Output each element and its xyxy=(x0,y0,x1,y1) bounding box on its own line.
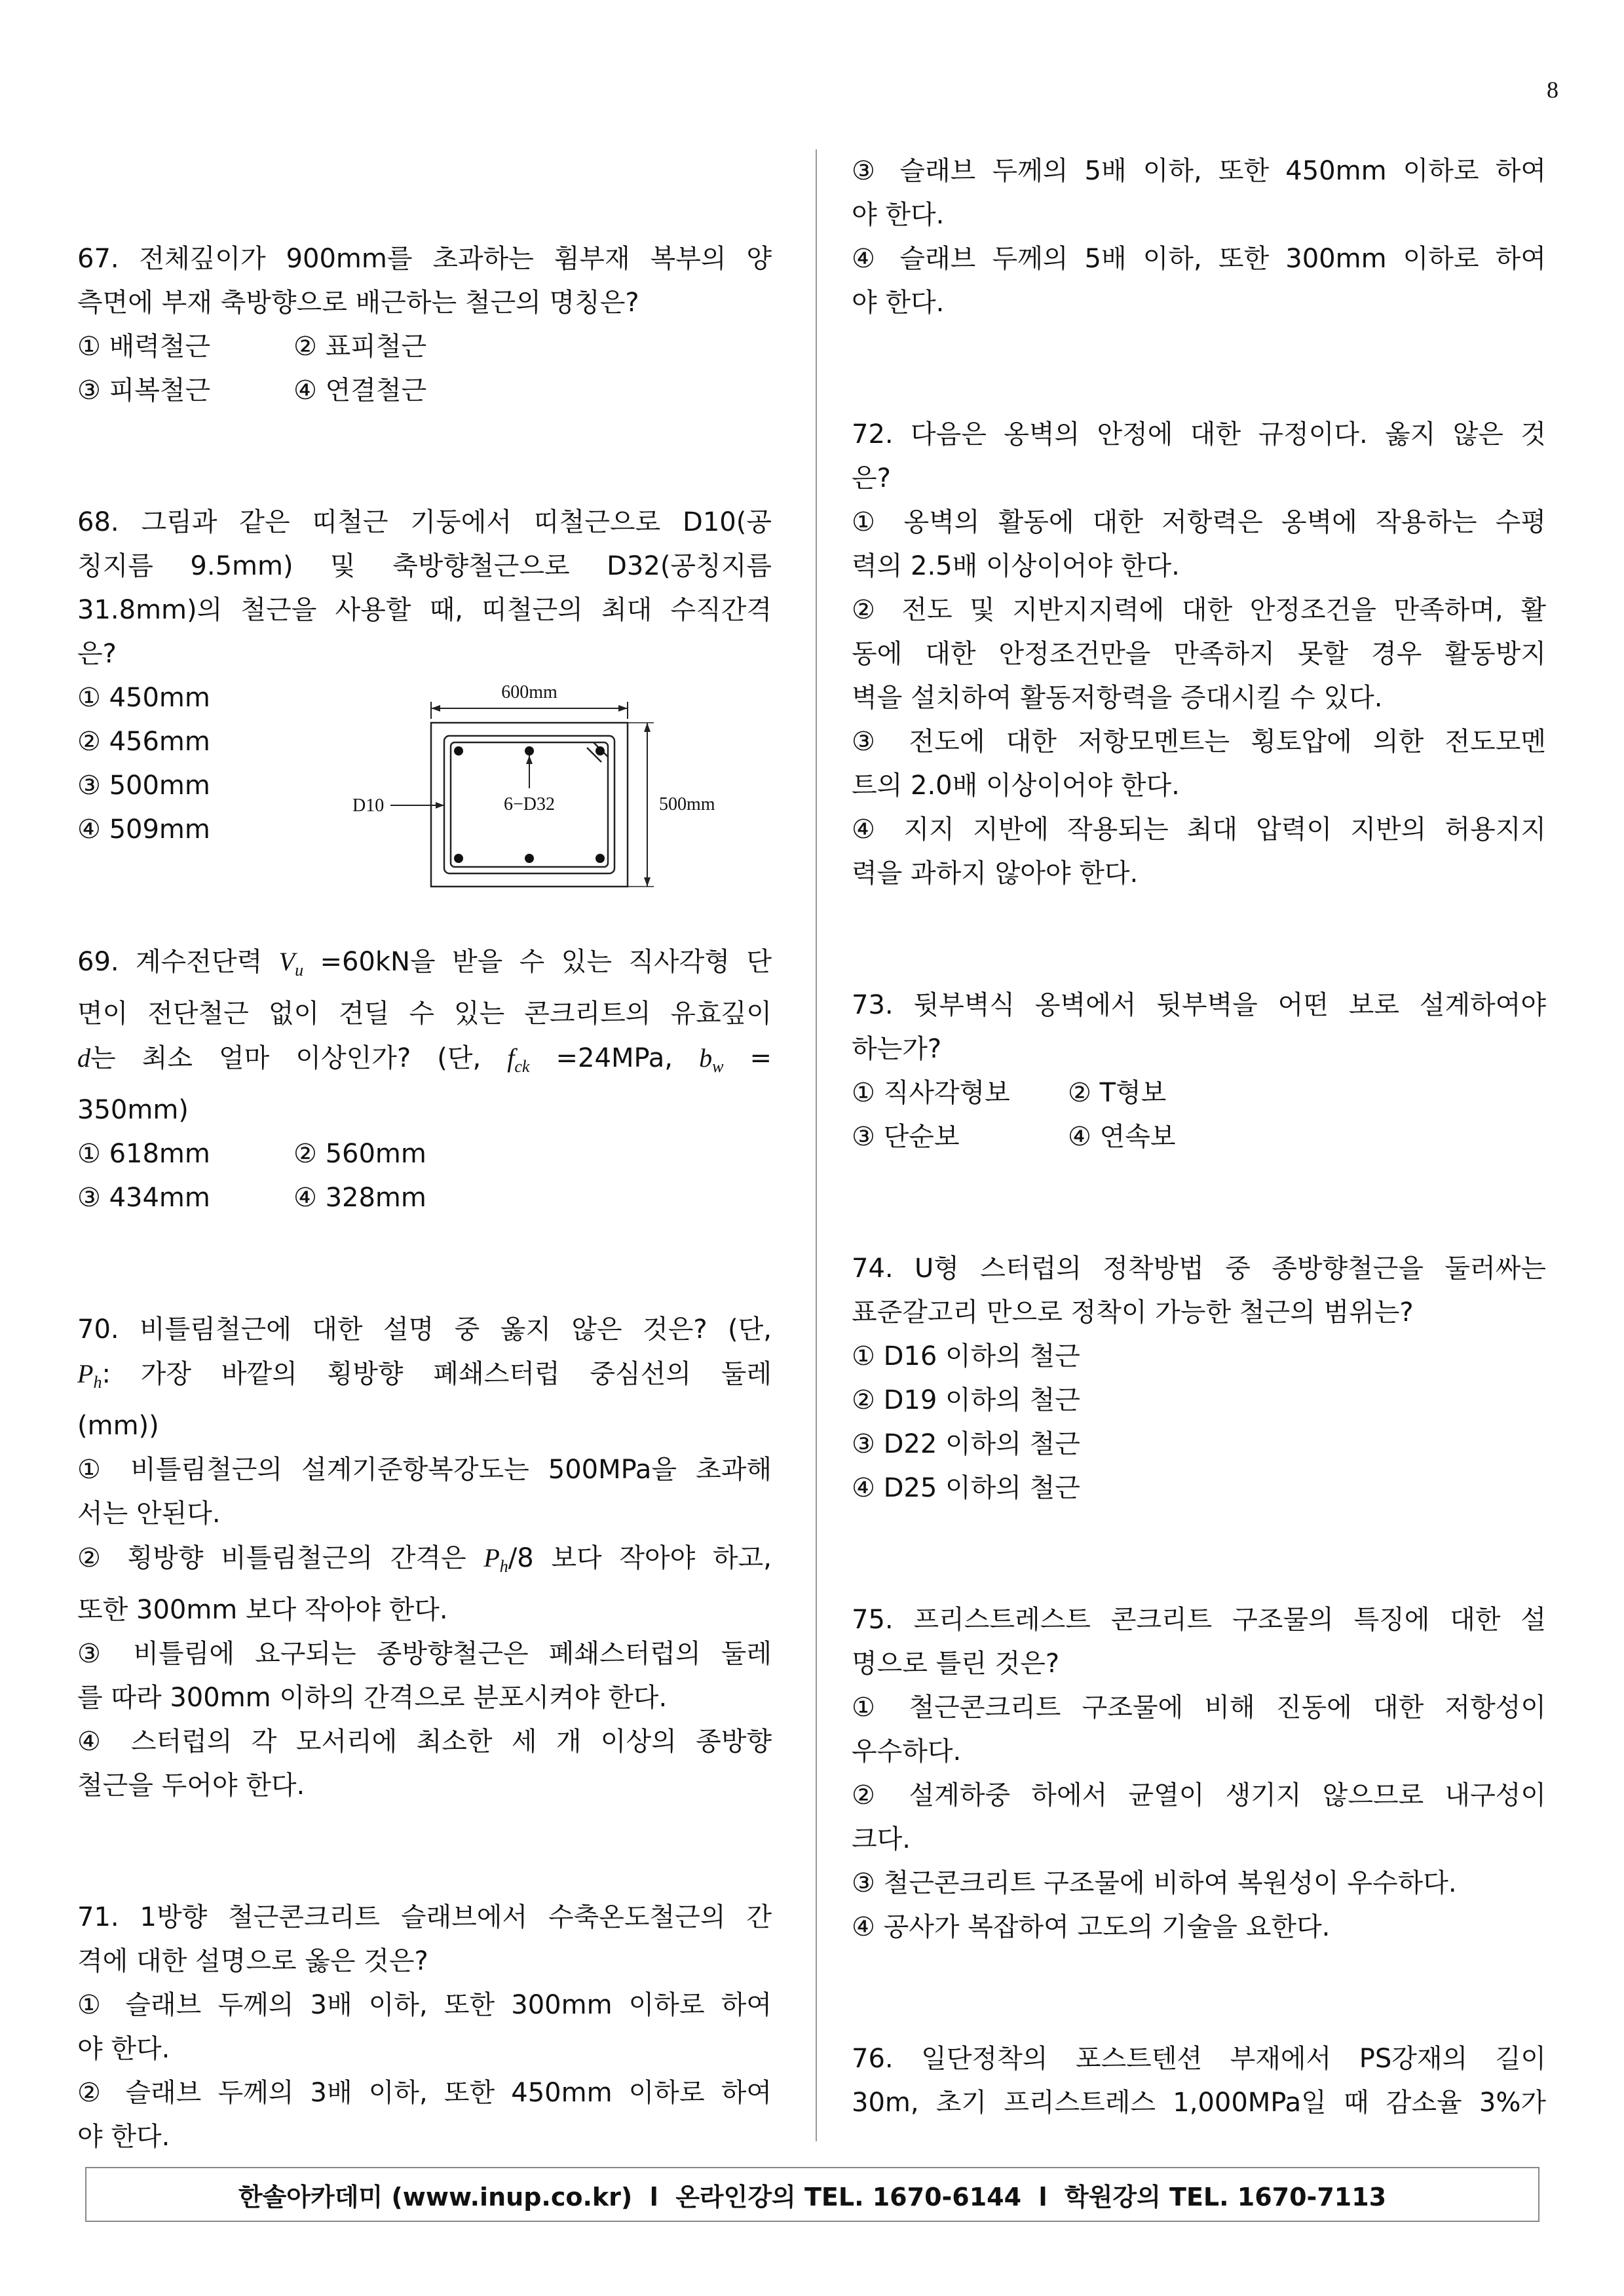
symbol-p: P xyxy=(483,1543,500,1573)
option-1: ① D16 이하의 철근 xyxy=(852,1341,1080,1371)
subscript: w xyxy=(712,1057,724,1076)
option-2: ② 560mm xyxy=(293,1139,426,1169)
option-2: ② 표피철근 xyxy=(293,332,427,362)
text-run: =60kN을 받을 수 있는 직사각형 단 xyxy=(303,947,772,977)
option-2: ② 설계하중 하에서 균열이 생기지 않으므로 내구성이 xyxy=(852,1780,1546,1810)
option-row xyxy=(77,1132,772,1176)
height-label: 500mm xyxy=(659,794,715,814)
question-text xyxy=(77,940,772,992)
question-text: 칭지름 9.5mm) 및 축방향철근으로 D32(공칭지름 xyxy=(77,551,772,581)
question-text: 30m, 초기 프리스트레스 1,000MPa일 때 감소율 3%가 xyxy=(852,2088,1546,2118)
question-text: 76. 일단정착의 포스트텐션 부재에서 PS강재의 길이 xyxy=(852,2044,1546,2074)
option-4-cont: 야 한다. xyxy=(852,288,945,318)
text-run: : 가장 바깥의 횡방향 폐쇄스터럽 중심선의 둘레 xyxy=(102,1359,772,1389)
text-run: = xyxy=(723,1043,772,1073)
arrow-head xyxy=(618,705,628,712)
question-text: (mm)) xyxy=(77,1411,159,1441)
option-2: ② D19 이하의 철근 xyxy=(852,1385,1080,1415)
text-run: 69. 계수전단력 xyxy=(77,947,279,977)
symbol-p: P xyxy=(77,1359,94,1388)
option-2-cont: 또한 300mm 보다 작아야 한다. xyxy=(77,1595,448,1625)
right-column xyxy=(852,149,1546,2125)
option-4: ④ 슬래브 두께의 5배 이하, 또한 300mm 이하로 하여 xyxy=(852,244,1546,274)
option-4: ④ 스터럽의 각 모서리에 최소한 세 개 이상의 종방향 xyxy=(77,1727,772,1757)
option-row xyxy=(852,1115,1546,1159)
option-4: ④ D25 이하의 철근 xyxy=(852,1473,1080,1503)
option-3-cont: 야 한다. xyxy=(852,200,945,230)
question-72 xyxy=(852,413,1546,896)
symbol-v: V xyxy=(278,947,295,976)
column-divider xyxy=(816,149,817,2141)
option-2-cont: 벽을 설치하여 활동저항력을 증대시킬 수 있다. xyxy=(852,683,1383,713)
question-text: 68. 그림과 같은 띠철근 기둥에서 띠철근으로 D10(공 xyxy=(77,507,772,537)
symbol-d: d xyxy=(77,1043,90,1073)
option-1-cont: 서는 안된다. xyxy=(77,1499,221,1529)
option-1: ① 슬래브 두께의 3배 이하, 또한 300mm 이하로 하여 xyxy=(77,1990,772,2020)
question-68 xyxy=(77,501,772,852)
question-text: 73. 뒷부벽식 옹벽에서 뒷부벽을 어떤 보로 설계하여야 xyxy=(852,990,1546,1020)
question-73 xyxy=(852,984,1546,1159)
question-74 xyxy=(852,1247,1546,1510)
option-1-cont: 야 한다. xyxy=(77,2034,170,2064)
question-text: 350mm) xyxy=(77,1095,189,1125)
option-3-cont: 트의 2.0배 이상이어야 한다. xyxy=(852,771,1180,801)
question-text: 측면에 부재 축방향으로 배근하는 철근의 명칭은? xyxy=(77,288,639,318)
option-4: ④ 공사가 복잡하여 고도의 기술을 요한다. xyxy=(852,1912,1331,1942)
arrow-head xyxy=(436,802,444,809)
option-2 xyxy=(77,1536,772,1588)
option-3: ③ 단순보 xyxy=(852,1122,960,1152)
page-number: 8 xyxy=(1547,77,1558,103)
arrow-head xyxy=(431,705,440,712)
option-row xyxy=(77,325,772,369)
width-label: 600mm xyxy=(501,682,557,702)
question-text: 은? xyxy=(852,463,891,493)
arrow-head xyxy=(526,756,533,764)
left-column xyxy=(77,149,772,2159)
option-3: ③ 비틀림에 요구되는 종방향철근은 폐쇄스터럽의 둘레 xyxy=(77,1639,772,1669)
text-run: =24MPa, xyxy=(529,1043,700,1073)
option-3: ③ 피복철근 xyxy=(77,375,211,406)
option-1-cont: 력의 2.5배 이상이어야 한다. xyxy=(852,551,1180,581)
option-4: ④ 지지 지반에 작용되는 최대 압력이 지반의 허용지지 xyxy=(852,814,1546,845)
option-3: ③ 철근콘크리트 구조물에 비하여 복원성이 우수하다. xyxy=(852,1868,1457,1898)
subscript: u xyxy=(295,961,304,980)
option-row xyxy=(852,1071,1546,1115)
option-2: ② 슬래브 두께의 3배 이하, 또한 450mm 이하로 하여 xyxy=(77,2078,772,2108)
tied-column-figure xyxy=(352,677,772,893)
rebar xyxy=(595,854,605,863)
question-text: 은? xyxy=(77,639,117,669)
question-text: 격에 대한 설명으로 옳은 것은? xyxy=(77,1946,428,1976)
option-2-cont: 동에 대한 안정조건만을 만족하지 못할 경우 활동방지 xyxy=(852,639,1546,669)
question-text xyxy=(77,1036,772,1088)
question-69 xyxy=(77,940,772,1220)
option-1: ① 배력철근 xyxy=(77,332,211,362)
option-3: ③ 434mm xyxy=(77,1183,210,1213)
option-1: ① 옹벽의 활동에 대한 저항력은 옹벽에 작용하는 수평 xyxy=(852,507,1546,537)
question-70 xyxy=(77,1308,772,1808)
option-row xyxy=(77,369,772,413)
option-4: ④ 연결철근 xyxy=(293,375,427,406)
rebar xyxy=(454,854,463,863)
option-2-cont: 야 한다. xyxy=(77,2122,170,2152)
text-run: /8 보다 작아야 하고, xyxy=(508,1543,772,1573)
option-row xyxy=(77,1176,772,1220)
question-71 xyxy=(77,1896,772,2159)
option-2: ② T형보 xyxy=(1068,1078,1167,1108)
option-1: ① 철근콘크리트 구조물에 비해 진동에 대한 저항성이 xyxy=(852,1693,1546,1723)
question-71-continued xyxy=(852,149,1546,325)
option-3: ③ 슬래브 두께의 5배 이하, 또한 450mm 이하로 하여 xyxy=(852,156,1546,186)
option-3: ③ 500mm xyxy=(77,771,210,801)
option-2: ② 456mm xyxy=(77,727,210,757)
footer-banner xyxy=(85,2167,1539,2222)
option-1: ① 직사각형보 xyxy=(852,1078,1010,1108)
question-76 xyxy=(852,2037,1546,2125)
option-4-cont: 력을 과하지 않아야 한다. xyxy=(852,858,1139,889)
question-text: 하는가? xyxy=(852,1034,942,1064)
option-1: ① 618mm xyxy=(77,1139,210,1169)
option-1: ① 450mm xyxy=(77,683,210,713)
question-text: 74. U형 스터럽의 정착방법 중 종방향철근을 둘러싸는 xyxy=(852,1253,1546,1284)
subscript: h xyxy=(499,1557,508,1576)
question-text: 75. 프리스트레스트 콘크리트 구조물의 특징에 대한 설 xyxy=(852,1605,1546,1635)
question-text xyxy=(77,1352,772,1404)
symbol-b: b xyxy=(699,1043,713,1073)
option-1-cont: 우수하다. xyxy=(852,1736,962,1767)
rebar xyxy=(525,746,534,756)
arrow-head xyxy=(644,723,651,732)
question-text: 67. 전체깊이가 900mm를 초과하는 휨부재 복부의 양 xyxy=(77,244,772,274)
bar-label: 6−D32 xyxy=(503,794,556,814)
question-text: 명으로 틀린 것은? xyxy=(852,1649,1060,1679)
footer-text: 한솔아카데미 (www.inup.co.kr) l 온라인강의 TEL. 1670-6144 l 학원강의 TEL. 1670-7113 xyxy=(238,2182,1387,2211)
question-text: 71. 1방향 철근콘크리트 슬래브에서 수축온도철근의 간 xyxy=(77,1902,772,1932)
option-2: ② 전도 및 지반지지력에 대한 안정조건을 만족하며, 활 xyxy=(852,595,1546,625)
question-text: 70. 비틀림철근에 대한 설명 중 옳지 않은 것은? (단, xyxy=(77,1314,772,1345)
question-text: 72. 다음은 옹벽의 안정에 대한 규정이다. 옳지 않은 것 xyxy=(852,419,1546,450)
subscript: h xyxy=(93,1373,102,1392)
arrow-head xyxy=(644,877,651,887)
question-75 xyxy=(852,1598,1546,1949)
rebar xyxy=(525,854,534,863)
option-4: ④ 509mm xyxy=(77,814,210,845)
question-67 xyxy=(77,237,772,413)
option-4: ④ 328mm xyxy=(293,1183,426,1213)
question-text: 면이 전단철근 없이 견딜 수 있는 콘크리트의 유효깊이 xyxy=(77,999,772,1029)
option-3-cont: 를 따라 300mm 이하의 간격으로 분포시켜야 한다. xyxy=(77,1683,668,1713)
rebar xyxy=(454,746,463,756)
tie-label: D10 xyxy=(352,795,385,816)
question-text: 31.8mm)의 철근을 사용할 때, 띠철근의 최대 수직간격 xyxy=(77,595,772,625)
option-4: ④ 연속보 xyxy=(1068,1122,1176,1152)
text-run: ② 횡방향 비틀림철근의 간격은 xyxy=(77,1543,484,1573)
option-4-cont: 철근을 두어야 한다. xyxy=(77,1770,305,1801)
question-text: 표준갈고리 만으로 정착이 가능한 철근의 범위는? xyxy=(852,1297,1414,1328)
text-run: 는 최소 얼마 이상인가? (단, xyxy=(90,1043,508,1073)
option-2-cont: 크다. xyxy=(852,1824,911,1854)
option-3: ③ D22 이하의 철근 xyxy=(852,1429,1080,1459)
option-1: ① 비틀림철근의 설계기준항복강도는 500MPa을 초과해 xyxy=(77,1455,772,1485)
rebar xyxy=(595,746,605,756)
option-3: ③ 전도에 대한 저항모멘트는 횡토압에 의한 전도모멘 xyxy=(852,727,1546,757)
symbol-f: f xyxy=(507,1043,515,1073)
subscript: ck xyxy=(514,1057,530,1076)
